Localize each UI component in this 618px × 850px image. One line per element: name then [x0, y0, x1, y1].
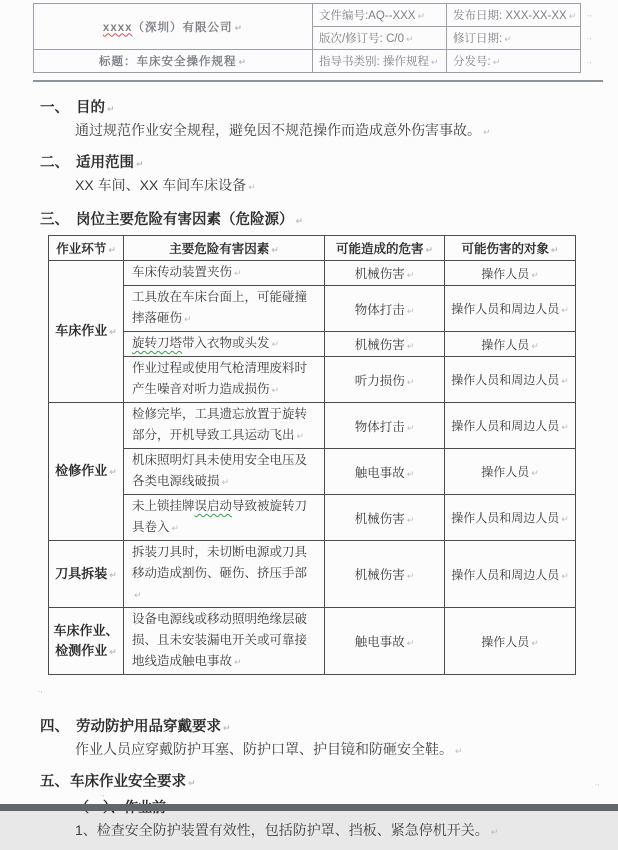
- factor-text: 作业过程或使用气枪清理废料时产生噪音对听力造成损伤: [132, 361, 308, 396]
- return-mark-icon: ↵: [107, 104, 115, 114]
- section-3-number: 三、: [40, 212, 69, 228]
- dist-number-label: 分发号:: [452, 56, 491, 68]
- hazard-row: [49, 357, 576, 403]
- harm-cell-label: 机械伤害: [354, 511, 405, 526]
- dist-number-cell: [446, 50, 580, 73]
- target-cell: [445, 495, 576, 541]
- target-cell: [445, 286, 576, 332]
- harm-cell-label: 机械伤害: [354, 568, 405, 582]
- factor-cell: [124, 541, 325, 608]
- revision-date-cell: [446, 27, 580, 50]
- release-date-cell: [446, 4, 580, 27]
- return-mark-icon: ↵: [234, 22, 244, 33]
- return-mark-icon: ↵: [234, 657, 242, 667]
- return-mark-icon: ↵: [109, 569, 117, 580]
- company-name-text: （深圳）有限公司: [132, 21, 233, 34]
- return-mark-icon: ↵: [188, 778, 196, 788]
- section-4-body-text: 作业人员应穿戴防护耳塞、防护口罩、护目镜和防砸安全鞋。: [75, 741, 453, 757]
- stage-label: 检修作业: [55, 463, 108, 478]
- return-mark-icon: ↵: [490, 827, 499, 837]
- harm-cell: [325, 608, 445, 675]
- section-1-body-text: 通过规范作业安全规程，避免因不规范操作而造成意外伤害事故。: [75, 122, 481, 138]
- return-mark-icon: ↵: [406, 305, 415, 316]
- harm-cell: [325, 357, 445, 403]
- factor-text: 导致被旋转刀具卷入: [132, 499, 308, 534]
- harm-cell: [325, 286, 445, 332]
- section-2-body-text: XX 车间、XX 车间车床设备: [75, 177, 247, 193]
- harm-cell: [325, 495, 445, 541]
- stage-cell: [49, 261, 124, 403]
- target-cell-label: 操作人员和周边人员: [451, 511, 560, 525]
- target-cell-label: 操作人员: [481, 634, 530, 649]
- hazard-col-header-label: 主要危险有害因素: [169, 242, 270, 256]
- hazard-row: [49, 403, 576, 449]
- return-mark-icon: ↵: [238, 57, 248, 67]
- factor-text: 拆装刀具时，未切断电源或刀具移动造成割伤、砸伤、挤压手部: [132, 545, 308, 580]
- factor-text-misspelled: 误启动: [194, 499, 233, 513]
- harm-cell: [325, 332, 445, 357]
- return-mark-icon: ↵: [406, 514, 415, 525]
- return-mark-icon: ↵: [223, 723, 231, 733]
- hazard-col-header-label: 作业环节: [56, 242, 107, 256]
- factor-text: 未上锁挂牌: [132, 499, 195, 513]
- return-mark-icon: ↵: [406, 270, 415, 280]
- return-mark-icon: ↵: [109, 467, 117, 477]
- return-mark-icon: ↵: [492, 57, 501, 67]
- hazard-col-header: [325, 236, 445, 261]
- harm-cell: [325, 261, 445, 286]
- target-cell-label: 操作人员: [481, 337, 530, 352]
- return-mark-icon: ↵: [406, 468, 415, 479]
- section-5-item-1-text: 1、检查安全防护装置有效性，包括防护罩、挡板、紧急停机开关。: [75, 822, 489, 838]
- document-body: [0, 88, 618, 850]
- return-mark-icon: ↵: [550, 245, 559, 255]
- return-mark-icon: ↵: [561, 422, 569, 432]
- factor-cell: [124, 286, 325, 332]
- hazard-table-body: [49, 261, 576, 675]
- stage-cell: [49, 403, 124, 541]
- format-mark: .,: [587, 9, 592, 18]
- factor-cell: [124, 332, 325, 357]
- factor-text: 机床照明灯具未使用安全电压及各类电源线破损: [132, 453, 308, 488]
- hazard-row: [49, 449, 576, 495]
- return-mark-icon: ↵: [406, 376, 415, 387]
- document-header-table: [33, 3, 581, 73]
- return-mark-icon: ↵: [483, 127, 491, 137]
- return-mark-icon: ↵: [406, 638, 415, 648]
- factor-text: 车床传动装置夹伤: [132, 265, 233, 279]
- hazard-col-header: [124, 236, 325, 261]
- hazard-col-header: [445, 236, 576, 261]
- return-mark-icon: ↵: [136, 159, 144, 169]
- return-mark-icon: ↵: [406, 341, 415, 351]
- return-mark-icon: ↵: [234, 268, 242, 278]
- harm-cell: [325, 541, 445, 608]
- return-mark-icon: ↵: [417, 11, 426, 21]
- company-name-cell: [34, 4, 313, 50]
- target-cell: [445, 608, 576, 675]
- section-2-body: [75, 175, 618, 198]
- factor-text: 带入衣物或头发: [182, 336, 270, 350]
- target-cell-label: 操作人员: [481, 465, 530, 479]
- stage-label: 车床作业: [55, 323, 108, 338]
- return-mark-icon: ↵: [134, 590, 142, 600]
- format-mark: .,: [38, 685, 43, 694]
- target-cell: [445, 449, 576, 495]
- hazard-col-header-label: 可能造成的危害: [335, 242, 424, 256]
- version-label: 版次/修订号: C/0: [318, 33, 404, 45]
- harm-cell-label: 机械伤害: [354, 338, 405, 352]
- section-3-heading: [40, 208, 618, 229]
- return-mark-icon: ↵: [406, 422, 415, 433]
- section-1-title: 目的: [76, 100, 105, 116]
- factor-cell: [124, 261, 325, 286]
- revision-date-label: 修订日期:: [452, 33, 503, 45]
- format-mark: .,: [587, 56, 592, 65]
- factor-cell: [124, 357, 325, 403]
- return-mark-icon: ↵: [561, 570, 569, 581]
- section-4-heading: [40, 715, 618, 736]
- target-cell: [445, 541, 576, 608]
- harm-cell-label: 触电事故: [354, 465, 405, 480]
- return-mark-icon: ↵: [221, 477, 230, 487]
- header-row-1: [34, 4, 581, 27]
- return-mark-icon: ↵: [184, 314, 192, 324]
- return-mark-icon: ↵: [531, 468, 539, 478]
- section-5-item-1: [75, 820, 618, 843]
- section-5-title: 车床作业安全要求: [70, 774, 186, 790]
- factor-cell: [124, 495, 325, 541]
- doc-number-label: 文件编号:AQ--XXX: [318, 10, 416, 22]
- target-cell-label: 操作人员和周边人员: [451, 373, 560, 387]
- hazard-col-header-label: 可能伤害的对象: [461, 242, 549, 256]
- format-mark: .,: [595, 778, 600, 787]
- harm-cell: [325, 449, 445, 495]
- return-mark-icon: ↵: [109, 646, 117, 657]
- stage-label: 车床作业、检测作业: [53, 622, 119, 658]
- return-mark-icon: ↵: [430, 57, 439, 67]
- return-mark-icon: ↵: [295, 216, 304, 226]
- return-mark-icon: ↵: [568, 11, 577, 21]
- return-mark-icon: ↵: [406, 571, 415, 581]
- hazard-row: [49, 495, 576, 541]
- harm-cell-label: 物体打击: [354, 302, 405, 317]
- target-cell-label: 操作人员和周边人员: [451, 567, 560, 582]
- stage-cell: [49, 608, 124, 675]
- target-cell-label: 操作人员: [481, 266, 530, 281]
- section-2-title: 适用范围: [76, 155, 134, 171]
- company-name-placeholder: xxxx: [102, 21, 133, 34]
- factor-text: 工具放在车床台面上，可能碰撞摔落砸伤: [132, 290, 308, 325]
- format-mark: .,: [100, 789, 105, 798]
- header-row-3: [34, 50, 581, 73]
- section-5-number: 五、: [40, 774, 69, 790]
- hazard-row: [49, 608, 576, 675]
- return-mark-icon: ↵: [561, 305, 569, 315]
- category-label: 指导书类别: 操作规程: [318, 56, 429, 68]
- return-mark-icon: ↵: [271, 245, 279, 255]
- section-5-heading: [40, 770, 618, 791]
- hazard-col-header: [49, 236, 124, 261]
- target-cell: [445, 261, 576, 286]
- harm-cell-label: 机械伤害: [354, 267, 405, 281]
- section-2-heading: [40, 151, 618, 172]
- return-mark-icon: ↵: [248, 182, 256, 192]
- return-mark-icon: ↵: [108, 245, 116, 255]
- factor-cell: [124, 608, 325, 675]
- return-mark-icon: ↵: [271, 339, 280, 349]
- return-mark-icon: ↵: [531, 340, 539, 351]
- section-1-heading: [40, 96, 618, 117]
- factor-text: 设备电源线或移动照明绝缘层破损、且未安装漏电开关或可靠接地线造成触电事故: [132, 612, 308, 668]
- return-mark-icon: ↵: [425, 245, 434, 255]
- return-mark-icon: ↵: [561, 376, 569, 386]
- section-4-body: [75, 739, 618, 762]
- stage-label: 刀具拆装: [55, 565, 108, 581]
- header-divider-rule: [33, 80, 603, 82]
- target-cell-label: 操作人员和周边人员: [451, 419, 560, 433]
- target-cell: [445, 357, 576, 403]
- harm-cell-label: 触电事故: [354, 635, 405, 649]
- window-bottom-edge: [0, 804, 618, 811]
- harm-cell: [325, 403, 445, 449]
- hazard-row: [49, 332, 576, 357]
- doc-number-cell: [312, 4, 446, 27]
- factor-cell: [124, 403, 325, 449]
- return-mark-icon: ↵: [271, 385, 280, 395]
- factor-text: 检修完毕，工具遗忘放置于旋转部分，开机导致工具运动飞出: [132, 407, 308, 442]
- section-3-title: 岗位主要危险有害因素（危险源）: [76, 212, 294, 228]
- return-mark-icon: ↵: [531, 269, 539, 280]
- format-mark: .,: [587, 32, 592, 41]
- section-4-title: 劳动防护用品穿戴要求: [76, 719, 221, 735]
- section-1-number: 一、: [40, 100, 69, 116]
- hazard-row: [49, 541, 576, 608]
- return-mark-icon: ↵: [531, 637, 539, 648]
- release-date-label: 发布日期: XXX-XX-XX: [452, 10, 567, 22]
- target-cell-label: 操作人员和周边人员: [451, 302, 560, 316]
- factor-cell: [124, 449, 325, 495]
- return-mark-icon: ↵: [109, 327, 117, 337]
- section-1-body: [75, 120, 618, 143]
- section-2-number: 二、: [40, 155, 69, 171]
- hazard-table-header-row: [49, 236, 576, 261]
- category-cell: [312, 50, 446, 73]
- version-cell: [312, 27, 446, 50]
- return-mark-icon: ↵: [171, 523, 180, 533]
- return-mark-icon: ↵: [296, 431, 305, 441]
- stage-cell: [49, 541, 124, 608]
- return-mark-icon: ↵: [504, 34, 512, 44]
- return-mark-icon: ↵: [405, 34, 414, 44]
- factor-text-misspelled: 旋转刀塔: [132, 336, 183, 350]
- hazard-table: [48, 235, 576, 675]
- harm-cell-label: 听力损伤: [354, 373, 405, 388]
- hazard-row: [49, 286, 576, 332]
- return-mark-icon: ↵: [561, 514, 569, 524]
- doc-title-cell: [34, 50, 313, 73]
- target-cell: [445, 403, 576, 449]
- target-cell: [445, 332, 576, 357]
- section-4-number: 四、: [40, 719, 69, 735]
- return-mark-icon: ↵: [455, 746, 463, 756]
- doc-title-label: 标题：车床安全操作规程: [98, 56, 237, 68]
- hazard-row: [49, 261, 576, 286]
- harm-cell-label: 物体打击: [354, 419, 405, 434]
